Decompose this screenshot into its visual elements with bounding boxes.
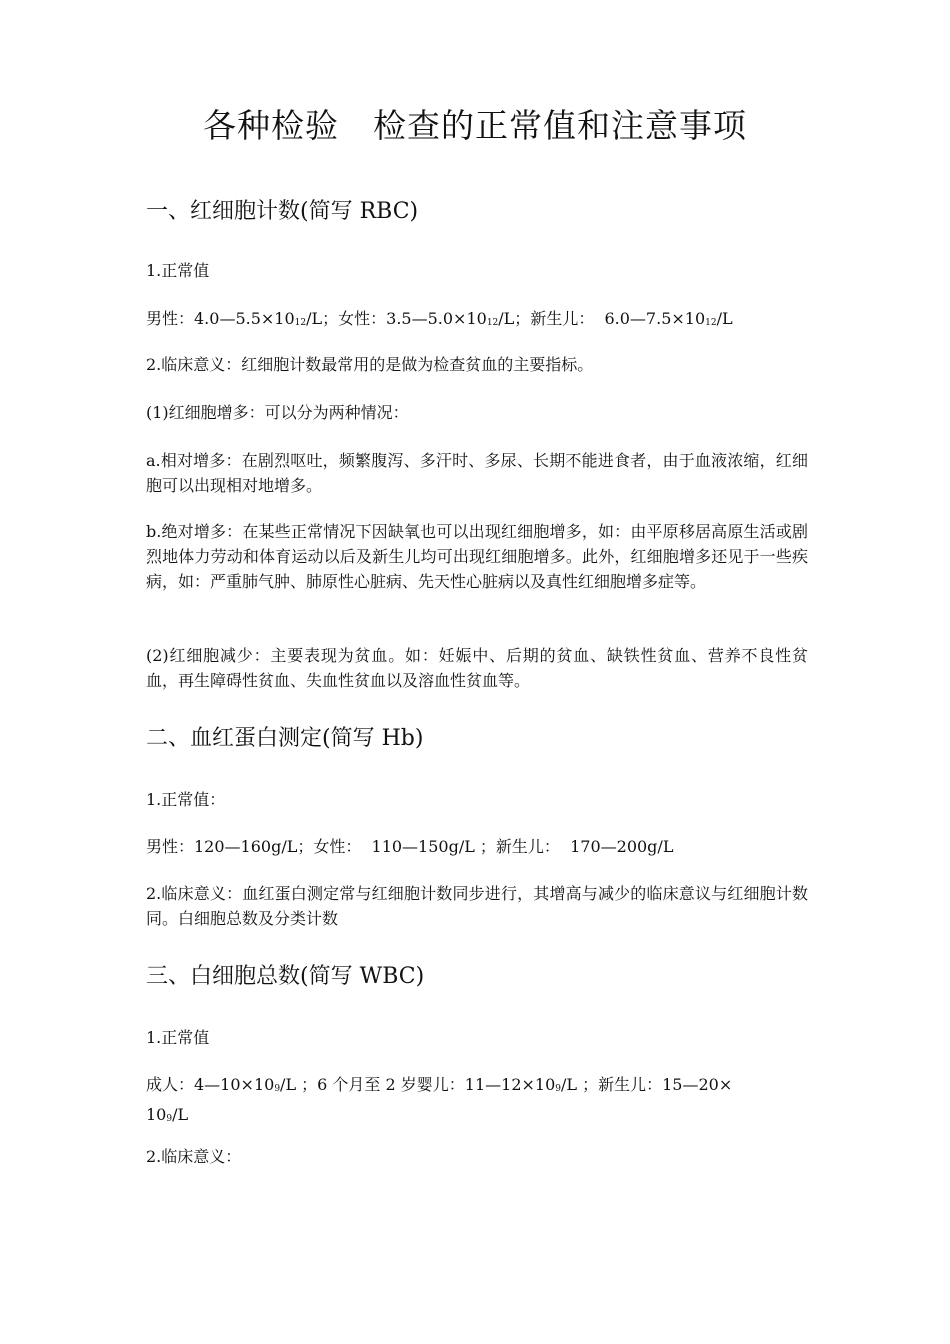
- rbc-decrease: (2)红细胞减少：主要表现为贫血。如：妊娠中、后期的贫血、缺铁性贫血、营养不良性贫血，再生障碍性贫血、失血性贫血以及溶血性贫血等。: [146, 646, 808, 690]
- wbc-newborn-exponent: 9: [166, 1114, 173, 1124]
- section-heading-hb: 二、血红蛋白测定(简写 Hb): [146, 726, 424, 751]
- wbc-normal-values: [146, 1072, 808, 1132]
- wbc-newborn-unit: /L: [172, 1105, 189, 1124]
- rbc-female-exponent: 12: [486, 318, 499, 328]
- wbc-newborn-text: 新生儿：15—20×: [598, 1075, 733, 1094]
- wbc-newborn-base: 10: [146, 1105, 167, 1124]
- wbc-adult-unit: /L ；: [280, 1075, 318, 1094]
- normal-value-label: 1.正常值: [146, 261, 210, 280]
- rbc-normal-values: [146, 306, 808, 336]
- rbc-male-unit: /L；: [306, 309, 339, 328]
- hb-clinical-meaning: 2.临床意义：血红蛋白测定常与红细胞计数同步进行，其增高与减少的临床意议与红细胞计数同。白细胞总数及分类计数: [146, 884, 808, 928]
- rbc-female-unit: /L；: [498, 309, 531, 328]
- rbc-clinical-meaning: 2.临床意义：红细胞计数最常用的是做为检查贫血的主要指标。: [146, 355, 594, 374]
- wbc-clinical-label: 2.临床意义：: [146, 1147, 242, 1166]
- rbc-female-text: 女性：3.5—5.0×10: [338, 309, 487, 328]
- rbc-male-text: 男性：4.0—5.5×10: [146, 309, 295, 328]
- wbc-infant-exponent: 9: [555, 1084, 561, 1094]
- hb-normal-values: 男性：120—160g/L；女性： 110—150g/L ；新生儿： 170—200g/L: [146, 837, 674, 856]
- rbc-male-exponent: 12: [294, 318, 307, 328]
- wbc-normal-value-label: 1.正常值: [146, 1028, 210, 1047]
- rbc-relative-increase: a.相对增多：在剧烈呕吐，频繁腹泻、多汗时、多尿、长期不能进食者，由于血液浓缩，红细胞可以出现相对地增多。: [146, 451, 808, 495]
- wbc-adult-exponent: 9: [274, 1084, 281, 1094]
- hb-normal-value-label: 1.正常值：: [146, 790, 226, 809]
- section-heading-wbc: 三、白细胞总数(简写 WBC): [146, 964, 425, 989]
- rbc-newborn-exponent: 12: [705, 318, 717, 328]
- wbc-adult-text: 成人：4—10×10: [146, 1075, 275, 1094]
- rbc-newborn-unit: /L: [716, 309, 733, 328]
- wbc-infant-text: 6 个月至 2 岁婴儿：11—12×10: [317, 1075, 556, 1094]
- wbc-infant-unit: /L ；: [561, 1075, 599, 1094]
- rbc-absolute-increase: b.绝对增多：在某些正常情况下因缺氧也可以出现红细胞增多，如：由平原移居高原生活或剧烈地体力劳动和体育运动以后及新生儿均可出现红细胞增多。此外，红细胞增多还见于一些疾病，如：严重肺气肿、肺原性心脏病、先天性心脏病以及真性红细胞增多症等。: [146, 522, 808, 591]
- section-heading-rbc: 一、红细胞计数(简写 RBC): [146, 199, 419, 224]
- rbc-newborn-text: 新生儿： 6.0—7.5×10: [530, 309, 706, 328]
- rbc-increase-heading: (1)红细胞增多：可以分为两种情况：: [146, 403, 409, 422]
- document-title: 各种检验 检查的正常值和注意事项: [203, 106, 747, 145]
